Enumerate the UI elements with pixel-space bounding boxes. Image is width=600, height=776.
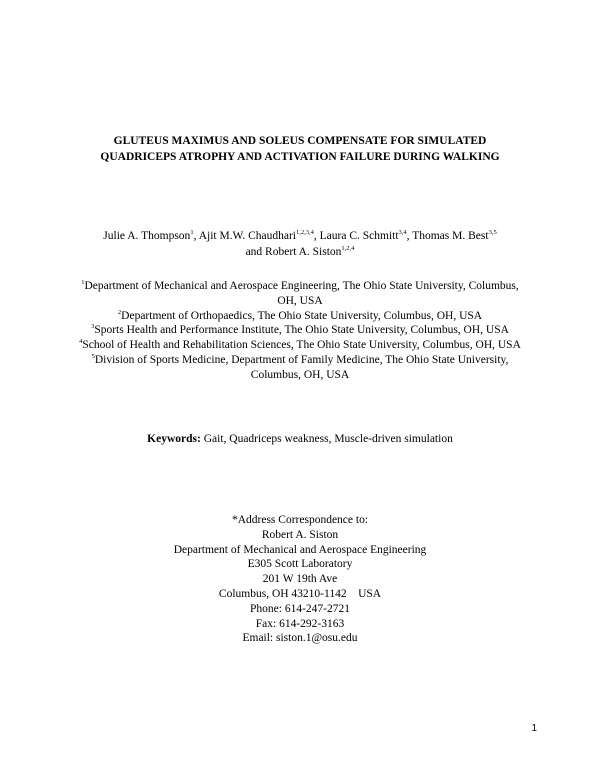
- correspondence-city: Columbus, OH 43210-1142 USA: [218, 587, 382, 600]
- affiliation-number: 5: [91, 352, 95, 360]
- affiliation-item: [40, 323, 560, 338]
- correspondence-email: Email: siston.1@osu.edu: [242, 632, 358, 645]
- affiliation-item: [40, 309, 560, 324]
- author-line-1: [30, 228, 570, 244]
- author-name: Ajit M.W. Chaudhari: [198, 230, 297, 242]
- correspondence-department: Department of Mechanical and Aerospace Engineering: [173, 543, 427, 556]
- affiliation-item: [40, 279, 560, 294]
- affiliation-item: [40, 338, 560, 353]
- title-line-2: QUADRICEPS ATROPHY AND ACTIVATION FAILURE DURING WALKING: [100, 151, 500, 163]
- author-affiliation-sup: 1,2,4: [341, 245, 355, 252]
- correspondence-street: 201 W 19th Ave: [262, 573, 338, 586]
- affiliation-number: 4: [79, 338, 83, 346]
- author-name: Julie A. Thompson: [103, 230, 191, 242]
- affiliation-text: Division of Sports Medicine, Department of Family Medicine, The Ohio State University,: [94, 353, 509, 366]
- correspondence-heading: *Address Correspondence to:: [231, 514, 369, 526]
- keywords-text: Gait, Quadriceps weakness, Muscle-driven simulation: [200, 433, 453, 445]
- affiliation-item: [40, 353, 560, 368]
- author-affiliation-sup: 1: [190, 229, 194, 236]
- keywords: [40, 431, 560, 447]
- affiliation-list: [40, 279, 560, 383]
- author-list: [30, 228, 570, 260]
- author-name: and Robert A. Siston: [245, 246, 342, 258]
- correspondence-block: [60, 513, 540, 646]
- affiliation-continuation: Columbus, OH, USA: [250, 368, 350, 381]
- author-line-2: [30, 244, 570, 260]
- correspondence-lab: E305 Scott Laboratory: [247, 558, 353, 571]
- author-affiliation-sup: 3,5: [488, 229, 497, 236]
- title-line-1: GLUTEUS MAXIMUS AND SOLEUS COMPENSATE FOR SIMULATED: [113, 135, 487, 147]
- author-name: Thomas M. Best: [412, 230, 489, 242]
- correspondence-fax: Fax: 614-292-3163: [255, 617, 345, 630]
- affiliation-number: 1: [81, 279, 85, 286]
- author-separator: ,: [406, 230, 413, 242]
- affiliation-continuation: OH, USA: [277, 294, 323, 307]
- keywords-label: Keywords:: [147, 433, 201, 445]
- affiliation-text: School of Health and Rehabilitation Sciences, The Ohio State University, Columbus, OH, USA: [82, 339, 521, 352]
- affiliation-number: 2: [117, 308, 122, 316]
- author-affiliation-sup: 3,4: [398, 229, 407, 236]
- author-affiliation-sup: 1,2,3,4: [296, 229, 314, 236]
- author-name: Laura C. Schmitt: [319, 230, 399, 242]
- page-number: 1: [531, 723, 537, 734]
- correspondence-phone: Phone: 614-247-2721: [250, 602, 350, 615]
- author-separator: ,: [193, 230, 199, 242]
- affiliation-text: Department of Orthopaedics, The Ohio State University, Columbus, OH, USA: [121, 309, 483, 322]
- affiliation-number: 3: [91, 323, 95, 331]
- paper-title: [60, 133, 540, 165]
- affiliation-text: Sports Health and Performance Institute, The Ohio State University, Columbus, OH, USA: [94, 324, 509, 337]
- affiliation-text: Department of Mechanical and Aerospace Engineering, The Ohio State University, Columbus,: [84, 280, 519, 292]
- author-separator: ,: [313, 230, 320, 242]
- correspondence-name: Robert A. Siston: [261, 528, 339, 541]
